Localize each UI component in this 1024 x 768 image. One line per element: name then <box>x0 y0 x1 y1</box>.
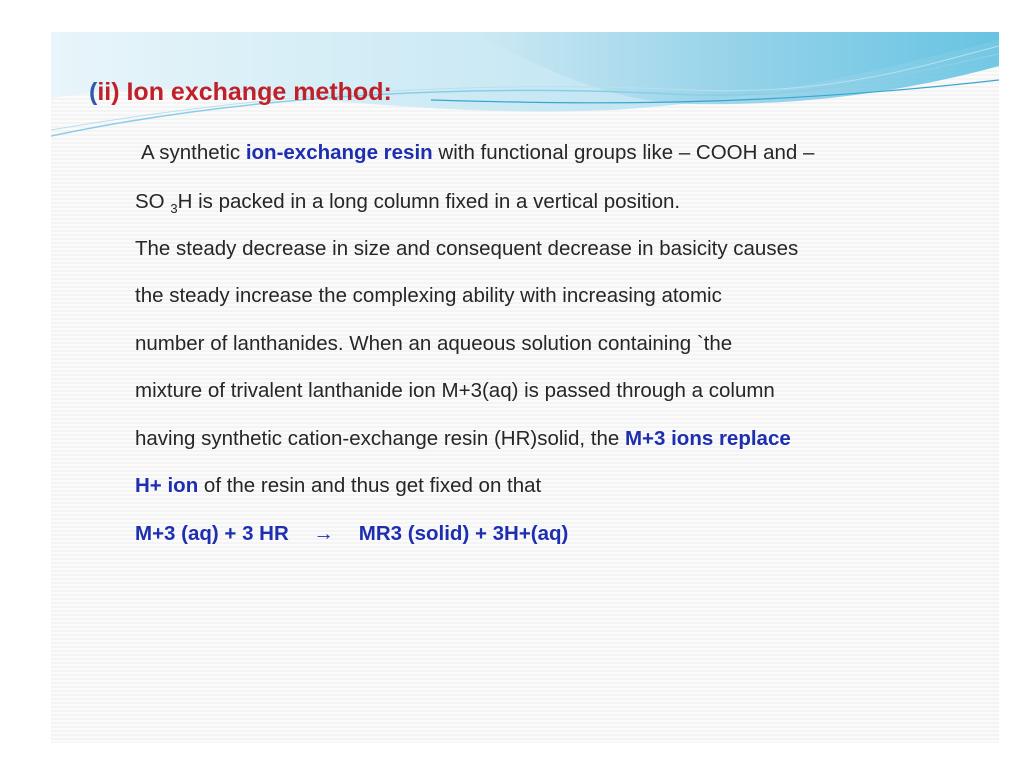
h-ion-highlight: H+ ion <box>135 474 199 497</box>
ion-exchange-resin-highlight: ion-exchange resin <box>245 141 433 164</box>
line7-text: having synthetic cation-exchange resin (HR)solid, the <box>135 427 625 450</box>
ions-replace-highlight: M+3 ions replace <box>624 427 791 450</box>
subscript-3: 3 <box>170 201 178 216</box>
body-line-2 <box>135 190 680 214</box>
slide <box>51 32 999 743</box>
equation-products: MR3 (solid) + 3H+(aq) <box>358 522 569 545</box>
title-paren: ( <box>89 78 98 106</box>
line8-text: of the resin and thus get fixed on that <box>198 474 542 497</box>
body-line-1 <box>141 141 814 165</box>
arrow-icon: → <box>313 522 335 545</box>
line2-text: SO <box>135 190 171 213</box>
body-line-6: mixture of trivalent lanthanide ion M+3(aq) is passed through a column <box>135 379 775 402</box>
line1-text-end: with functional groups like – COOH and – <box>432 141 815 164</box>
equation-reactants: M+3 (aq) + 3 HR <box>135 522 289 545</box>
reaction-equation <box>135 522 568 546</box>
line2-text-end: H is packed in a long column fixed in a vertical position. <box>177 190 681 213</box>
body-line-7 <box>135 427 791 451</box>
body-line-8 <box>135 474 541 498</box>
slide-title <box>89 78 392 107</box>
body-line-3: The steady decrease in size and consequent decrease in basicity causes <box>135 237 799 260</box>
body-line-4: the steady increase the complexing ability with increasing atomic <box>135 284 722 307</box>
title-text: ii) Ion exchange method: <box>97 78 392 106</box>
line1-text: A synthetic <box>141 141 246 164</box>
body-line-5: number of lanthanides. When an aqueous solution containing `the <box>135 332 733 355</box>
